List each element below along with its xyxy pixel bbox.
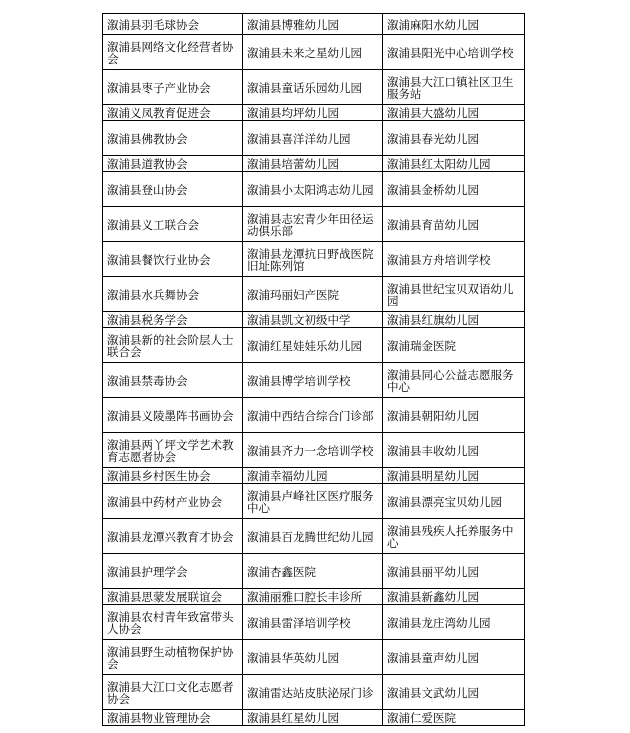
table-cell: 溆浦县羽毛球协会 [103,14,243,35]
table-cell: 溆浦县思蒙发展联谊会 [103,589,243,605]
table-cell: 溆浦幸福幼儿园 [243,468,383,484]
table-cell: 溆浦县朝阳幼儿园 [383,398,525,433]
organization-table [102,13,525,726]
table-cell: 溆浦县小太阳鸿志幼儿园 [243,172,383,207]
table-row [103,242,525,277]
table-row [103,519,525,554]
table-cell: 溆浦县大江口文化志愿者协会 [103,675,243,710]
table-cell: 溆浦县喜洋洋幼儿园 [243,121,383,156]
table-cell: 溆浦县丰收幼儿园 [383,433,525,468]
table-row [103,172,525,207]
table-cell: 溆浦县义工联合会 [103,207,243,242]
table-cell: 溆浦县红星幼儿园 [243,710,383,726]
table-cell: 溆浦县两丫坪文学艺术教育志愿者协会 [103,433,243,468]
table-row [103,640,525,675]
table-cell: 溆浦义凤教育促进会 [103,105,243,121]
table-cell: 溆浦仁爱医院 [383,710,525,726]
table-cell: 溆浦杏鑫医院 [243,554,383,589]
table-cell: 溆浦县世纪宝贝双语幼儿园 [383,277,525,312]
table-cell: 溆浦县农村青年致富带头人协会 [103,605,243,640]
table-cell: 溆浦县税务学会 [103,312,243,328]
table-cell: 溆浦县道教协会 [103,156,243,172]
table-cell: 溆浦县义陵墨阵书画协会 [103,398,243,433]
table-cell: 溆浦县佛教协会 [103,121,243,156]
table-cell: 溆浦县登山协会 [103,172,243,207]
table-cell: 溆浦雷达站皮肤泌尿门诊 [243,675,383,710]
table-row [103,14,525,35]
table-cell: 溆浦县博雅幼儿园 [243,14,383,35]
table-row [103,363,525,398]
table-cell: 溆浦县方舟培训学校 [383,242,525,277]
table-cell: 溆浦县水兵舞协会 [103,277,243,312]
table-cell: 溆浦县龙潭抗日野战医院旧址陈列馆 [243,242,383,277]
table-cell: 溆浦县禁毒协会 [103,363,243,398]
table-cell: 溆浦瑞金医院 [383,328,525,363]
table-cell: 溆浦县中药材产业协会 [103,484,243,519]
table-cell: 溆浦县大江口镇社区卫生服务站 [383,70,525,105]
table-body [103,14,525,726]
table-cell: 溆浦县丽平幼儿园 [383,554,525,589]
table-cell: 溆浦县童声幼儿园 [383,640,525,675]
table-row [103,328,525,363]
table-cell: 溆浦县卢峰社区医疗服务中心 [243,484,383,519]
table-cell: 溆浦县均坪幼儿园 [243,105,383,121]
table-cell: 溆浦县新的社会阶层人士联合会 [103,328,243,363]
table-cell: 溆浦县龙潭兴教育才协会 [103,519,243,554]
table-row [103,675,525,710]
table-row [103,121,525,156]
table-cell: 溆浦县华英幼儿园 [243,640,383,675]
table-cell: 溆浦玛丽妇产医院 [243,277,383,312]
table-row [103,484,525,519]
table-cell: 溆浦县新鑫幼儿园 [383,589,525,605]
table-cell: 溆浦县网络文化经营者协会 [103,35,243,70]
table-cell: 溆浦县博学培训学校 [243,363,383,398]
table-cell: 溆浦县大盛幼儿园 [383,105,525,121]
table-cell: 溆浦县同心公益志愿服务中心 [383,363,525,398]
table-cell: 溆浦县餐饮行业协会 [103,242,243,277]
table-row [103,468,525,484]
table-row [103,398,525,433]
table-cell: 溆浦县雷泽培训学校 [243,605,383,640]
table-row [103,433,525,468]
table-cell: 溆浦县齐力一念培训学校 [243,433,383,468]
table-cell: 溆浦县枣子产业协会 [103,70,243,105]
table-cell: 溆浦县明星幼儿园 [383,468,525,484]
table-row [103,554,525,589]
table-cell: 溆浦县野生动植物保护协会 [103,640,243,675]
table-cell: 溆浦县志宏青少年田径运动俱乐部 [243,207,383,242]
table-cell: 溆浦县培蕾幼儿园 [243,156,383,172]
table-row [103,105,525,121]
table-cell: 溆浦县百龙腾世纪幼儿园 [243,519,383,554]
table-cell: 溆浦县龙庄湾幼儿园 [383,605,525,640]
table-cell: 溆浦县阳光中心培训学校 [383,35,525,70]
table-cell: 溆浦县金桥幼儿园 [383,172,525,207]
table-row [103,312,525,328]
table-cell: 溆浦县春光幼儿园 [383,121,525,156]
table-cell: 溆浦县文武幼儿园 [383,675,525,710]
table-row [103,277,525,312]
table-cell: 溆浦县红太阳幼儿园 [383,156,525,172]
table-cell: 溆浦县物业管理协会 [103,710,243,726]
table-cell: 溆浦县漂亮宝贝幼儿园 [383,484,525,519]
table-cell: 溆浦县残疾人托养服务中心 [383,519,525,554]
table-cell: 溆浦县乡村医生协会 [103,468,243,484]
table-cell: 溆浦丽雅口腔长丰诊所 [243,589,383,605]
table-row [103,156,525,172]
table-row [103,207,525,242]
table-cell: 溆浦县护理学会 [103,554,243,589]
table-cell: 溆浦县红旗幼儿园 [383,312,525,328]
table-cell: 溆浦县童话乐园幼儿园 [243,70,383,105]
table-row [103,70,525,105]
table-cell: 溆浦红星娃娃乐幼儿园 [243,328,383,363]
table-row [103,710,525,726]
table-row [103,605,525,640]
table-cell: 溆浦县育苗幼儿园 [383,207,525,242]
table-row [103,35,525,70]
table-cell: 溆浦县凯文初级中学 [243,312,383,328]
table-cell: 溆浦县未来之星幼儿园 [243,35,383,70]
table-cell: 溆浦麻阳水幼儿园 [383,14,525,35]
table-cell: 溆浦中西结合综合门诊部 [243,398,383,433]
table-row [103,589,525,605]
